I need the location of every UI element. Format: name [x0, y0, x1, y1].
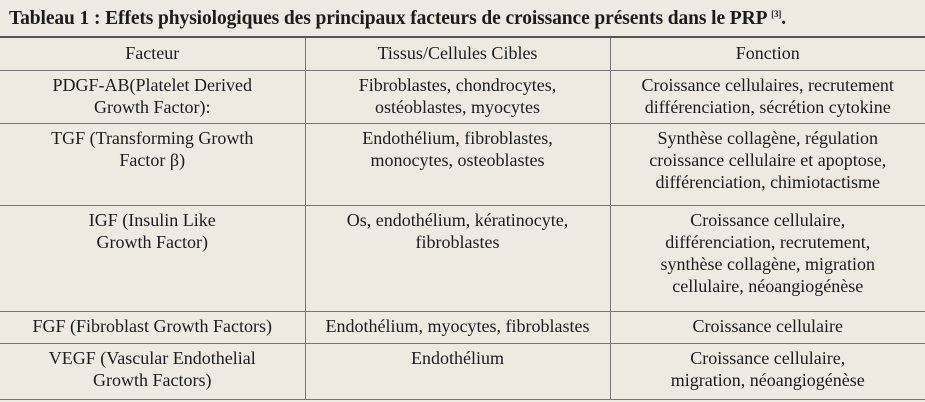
- cell-facteur: [0, 312, 305, 344]
- cell-cibles: [305, 71, 610, 124]
- cell-text: Fibroblastes, chondrocytes, ostéoblastes, myocytes: [358, 75, 557, 117]
- cell-text: TGF (Transforming Growth Factor β): [51, 128, 254, 170]
- table-row: [0, 124, 925, 206]
- cell-text: FGF (Fibroblast Growth Factors): [32, 316, 272, 336]
- cell-text: Os, endothélium, kératinocyte, fibroblastes: [346, 210, 569, 252]
- column-header-cibles: Tissus/Cellules Cibles: [305, 37, 610, 71]
- cell-facteur: [0, 71, 305, 124]
- cell-facteur: [0, 344, 305, 400]
- cell-text: Endothélium: [411, 348, 504, 368]
- cell-text: Croissance cellulaire, migration, néoangiogénèse: [670, 348, 865, 390]
- cell-text: Croissance cellulaire: [692, 316, 843, 336]
- table-row: [0, 71, 925, 124]
- cell-fonction: [610, 344, 925, 400]
- caption-reference: [3]: [771, 9, 782, 19]
- growth-factors-table: [0, 36, 925, 400]
- cell-cibles: [305, 312, 610, 344]
- cell-fonction: [610, 312, 925, 344]
- cell-text: Endothélium, fibroblastes, monocytes, osteoblastes: [362, 128, 553, 170]
- column-header-fonction: Fonction: [610, 37, 925, 71]
- table-row: [0, 206, 925, 312]
- cell-facteur: [0, 206, 305, 312]
- cell-text: Endothélium, myocytes, fibroblastes: [325, 316, 590, 336]
- cell-text: PDGF-AB(Platelet Derived Growth Factor):: [52, 75, 252, 117]
- table-header-row: [0, 37, 925, 71]
- cell-text: VEGF (Vascular Endothelial Growth Factors): [48, 348, 256, 390]
- table-row: [0, 312, 925, 344]
- column-header-facteur: Facteur: [0, 37, 305, 71]
- cell-text: IGF (Insulin Like Growth Factor): [88, 210, 216, 252]
- cell-fonction: [610, 124, 925, 206]
- cell-cibles: [305, 206, 610, 312]
- cell-text: Croissance cellulaire, différenciation, recrutement, synthèse collagène, migration cellulaire, néoangiogénèse: [660, 210, 875, 296]
- cell-text: Synthèse collagène, régulation croissance cellulaire et apoptose, différenciation, chimiotactisme: [649, 128, 887, 192]
- cell-text: Croissance cellulaires, recrutement différenciation, sécrétion cytokine: [641, 75, 894, 117]
- caption-period: .: [781, 8, 787, 29]
- table-row: [0, 344, 925, 400]
- cell-fonction: [610, 206, 925, 312]
- cell-cibles: [305, 344, 610, 400]
- cell-cibles: [305, 124, 610, 206]
- cell-fonction: [610, 71, 925, 124]
- table-caption: [9, 8, 786, 30]
- cell-facteur: [0, 124, 305, 206]
- caption-text: Tableau 1 : Effets physiologiques des principaux facteurs de croissance présents dans le PRP: [9, 8, 767, 29]
